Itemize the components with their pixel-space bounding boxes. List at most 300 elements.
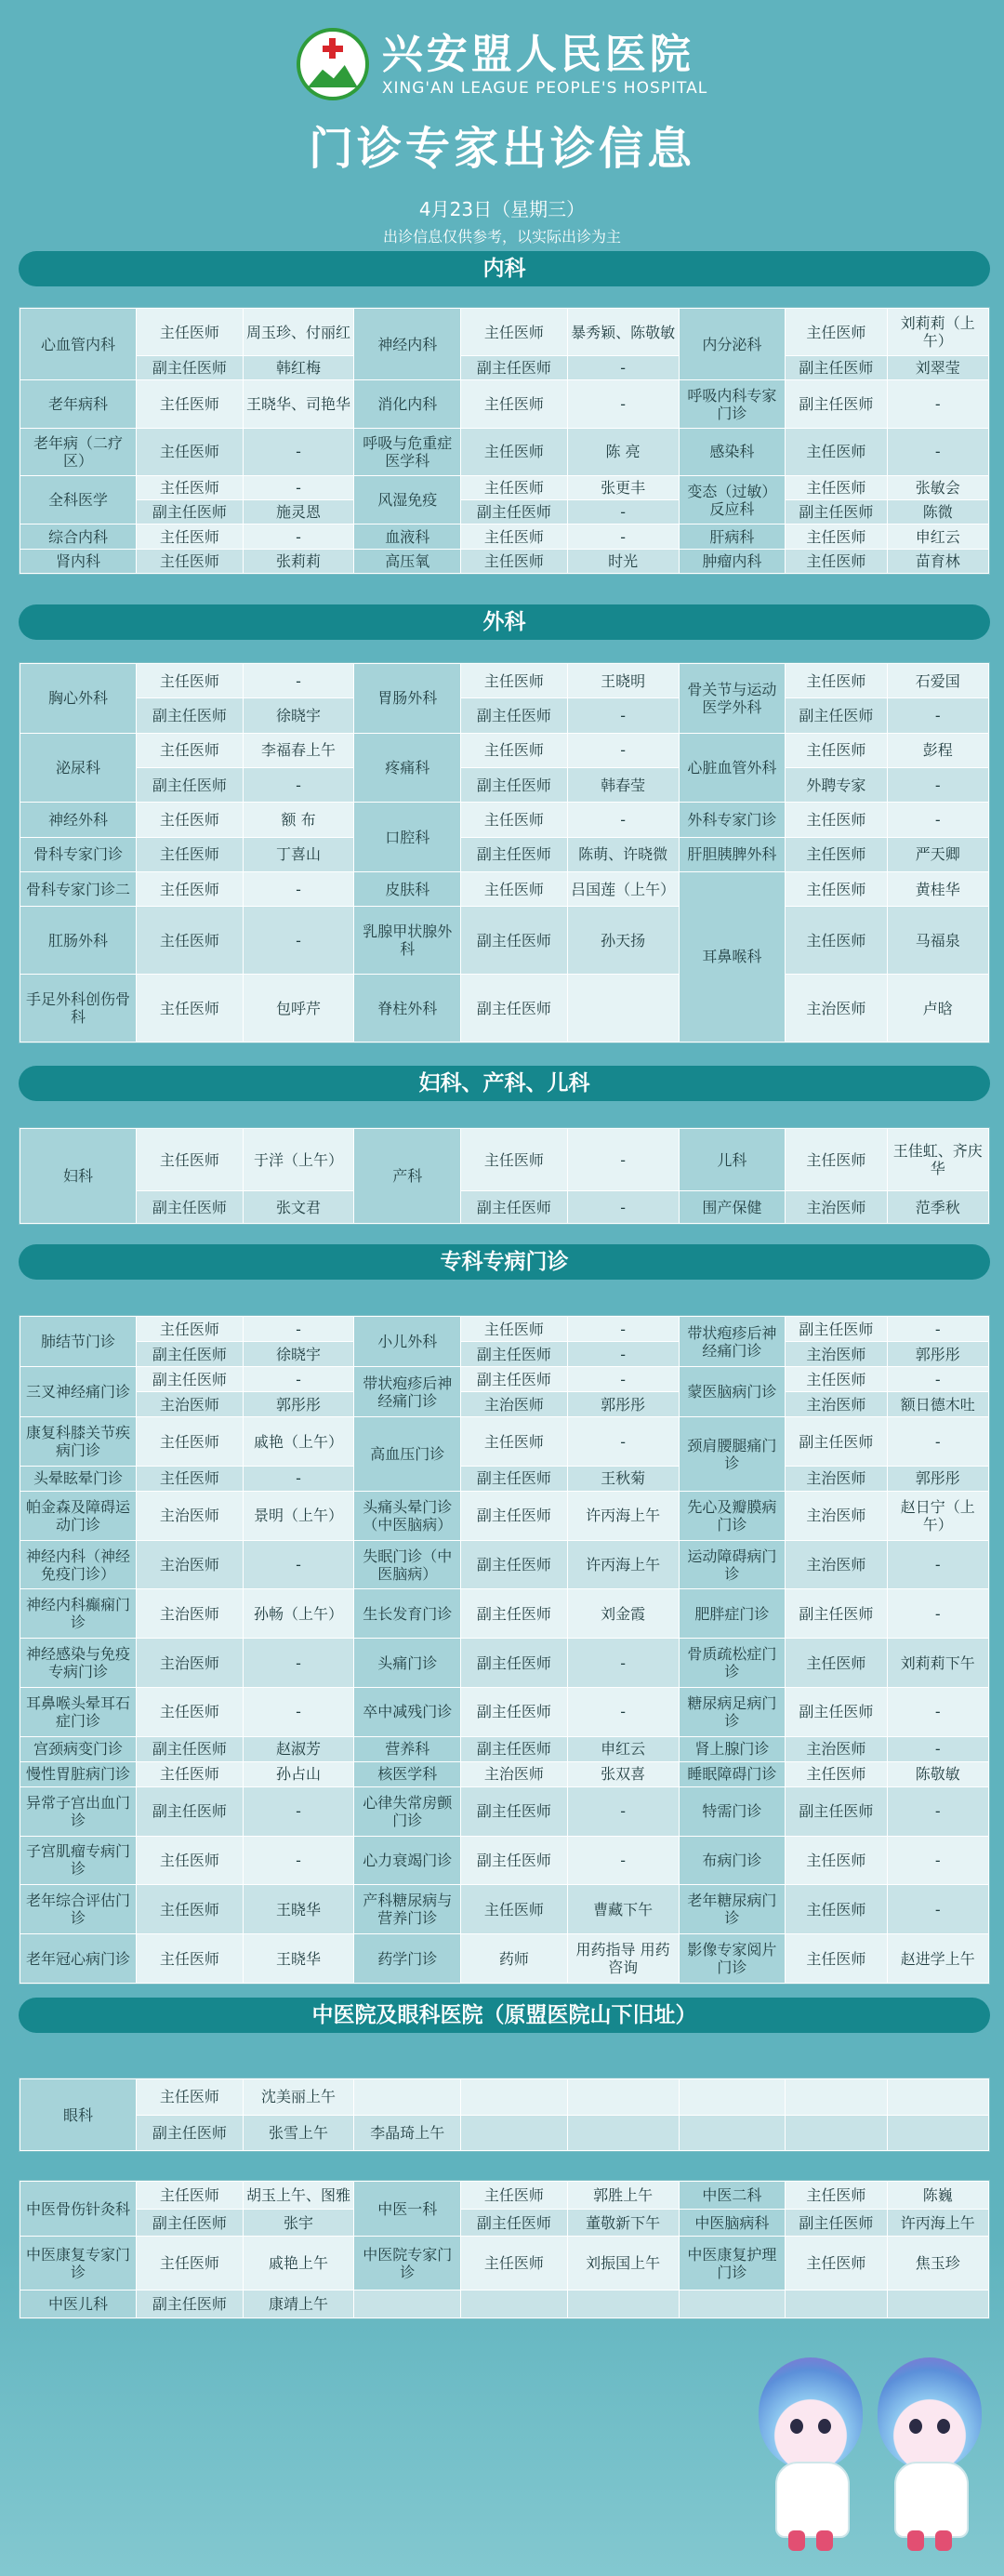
table-row — [20, 907, 989, 975]
section-tcm-eye-hospital — [19, 1998, 990, 2323]
schedule-cell: 副主任医师 — [461, 1589, 568, 1639]
table-row — [20, 2115, 989, 2151]
department-cell: 小儿外科 — [354, 1317, 461, 1367]
table-row — [20, 837, 989, 871]
table-row — [20, 1786, 989, 1836]
department-cell: 布病门诊 — [679, 1836, 786, 1885]
department-cell: 头痛头晕门诊（中医脑病） — [354, 1491, 461, 1540]
department-cell: 眼科 — [20, 2079, 137, 2151]
schedule-cell: 主任医师 — [786, 309, 887, 356]
schedule-cell: - — [887, 1736, 988, 1761]
schedule-cell: 额 布 — [243, 803, 354, 837]
table-row — [20, 524, 989, 549]
schedule-cell: 主任医师 — [786, 664, 887, 698]
department-cell: 风湿免疫 — [354, 475, 461, 524]
schedule-cell: 主任医师 — [137, 1129, 244, 1191]
schedule-cell: 副主任医师 — [786, 2209, 887, 2237]
schedule-cell: 主治医师 — [786, 1466, 887, 1491]
department-cell: 药学门诊 — [354, 1934, 461, 1984]
section-title: 中医院及眼科医院（原盟医院山下旧址） — [19, 1998, 990, 2033]
schedule-cell: - — [887, 380, 988, 428]
schedule-cell: 副主任医师 — [786, 1687, 887, 1736]
schedule-cell: 徐晓宇 — [243, 1342, 354, 1367]
schedule-cell: - — [567, 500, 679, 524]
department-cell: 皮肤科 — [354, 871, 461, 906]
schedule-cell: 主任医师 — [137, 871, 244, 906]
table-row — [20, 767, 989, 802]
schedule-cell: 张文君 — [243, 1191, 354, 1224]
table-row — [20, 1885, 989, 1934]
department-cell: 变态（过敏）反应科 — [679, 475, 786, 524]
schedule-cell: 王晓华 — [243, 1934, 354, 1984]
schedule-cell: - — [567, 380, 679, 428]
schedule-cell: 副主任医师 — [461, 907, 568, 975]
schedule-cell: 主任医师 — [461, 1129, 568, 1191]
department-cell: 中医儿科 — [20, 2291, 137, 2318]
table-row — [20, 1317, 989, 1342]
schedule-cell: 主任医师 — [786, 2237, 887, 2291]
schedule-cell: - — [243, 1317, 354, 1342]
schedule-cell: 康靖上午 — [243, 2291, 354, 2318]
schedule-cell: 副主任医师 — [461, 975, 568, 1042]
table-row — [20, 1491, 989, 1540]
schedule-cell: - — [567, 1317, 679, 1342]
schedule-cell: 主任医师 — [461, 475, 568, 499]
schedule-table — [19, 662, 990, 1043]
schedule-cell — [887, 2115, 988, 2151]
schedule-cell: 彭程 — [887, 733, 988, 767]
schedule-cell: 副主任医师 — [461, 1342, 568, 1367]
department-cell: 泌尿科 — [20, 733, 137, 803]
hospital-logo-icon — [297, 28, 369, 100]
schedule-cell: 王晓华 — [243, 1885, 354, 1934]
schedule-cell: 主治医师 — [786, 1392, 887, 1417]
department-cell: 肛肠外科 — [20, 907, 137, 975]
schedule-cell: 张敏会 — [887, 475, 988, 499]
schedule-cell — [679, 2291, 786, 2318]
department-cell: 呼吸与危重症医学科 — [354, 428, 461, 475]
schedule-cell: 用药指导 用药咨询 — [567, 1934, 679, 1984]
schedule-cell: 副主任医师 — [786, 1417, 887, 1467]
schedule-cell: - — [243, 1687, 354, 1736]
department-cell: 子宫肌瘤专病门诊 — [20, 1836, 137, 1885]
department-cell: 神经外科 — [20, 803, 137, 837]
schedule-cell: 孙天扬 — [567, 907, 679, 975]
schedule-cell: 主治医师 — [137, 1540, 244, 1589]
schedule-cell: 胡玉上午、图雅 — [243, 2182, 354, 2210]
schedule-cell: 副主任医师 — [461, 698, 568, 733]
schedule-cell: 主任医师 — [786, 2182, 887, 2210]
department-cell: 心律失常房颤门诊 — [354, 1786, 461, 1836]
schedule-cell: 外聘专家 — [786, 767, 887, 802]
schedule-cell: 主任医师 — [786, 524, 887, 549]
department-cell: 康复科膝关节疾病门诊 — [20, 1417, 137, 1467]
schedule-cell: 主任医师 — [137, 1836, 244, 1885]
schedule-cell: 副主任医师 — [461, 1687, 568, 1736]
schedule-cell: 主治医师 — [786, 975, 887, 1042]
schedule-cell: 副主任医师 — [137, 1342, 244, 1367]
schedule-cell: 主任医师 — [137, 2237, 244, 2291]
schedule-cell: 王晓华、司艳华 — [243, 380, 354, 428]
department-cell: 三叉神经痛门诊 — [20, 1367, 137, 1417]
schedule-cell: 主任医师 — [786, 1367, 887, 1392]
schedule-cell: 主任医师 — [786, 1761, 887, 1786]
schedule-cell: 副主任医师 — [137, 1736, 244, 1761]
department-cell: 中医一科 — [354, 2182, 461, 2237]
schedule-cell: 主任医师 — [137, 1417, 244, 1467]
schedule-cell: - — [243, 1367, 354, 1392]
schedule-cell: 主任医师 — [137, 837, 244, 871]
schedule-cell: 张双喜 — [567, 1761, 679, 1786]
department-cell: 影像专家阅片门诊 — [679, 1934, 786, 1984]
department-cell: 肿瘤内科 — [679, 549, 786, 573]
schedule-cell: 主治医师 — [137, 1491, 244, 1540]
schedule-cell: - — [887, 1885, 988, 1934]
schedule-cell: 暴秀颖、陈敬敏 — [567, 309, 679, 356]
schedule-cell: 主任医师 — [461, 1317, 568, 1342]
department-cell: 围产保健 — [679, 1191, 786, 1224]
table-row — [20, 1129, 989, 1191]
department-cell: 骨关节与运动医学外科 — [679, 664, 786, 734]
schedule-cell: 副主任医师 — [786, 1589, 887, 1639]
schedule-cell: 主任医师 — [137, 1466, 244, 1491]
department-cell: 心血管内科 — [20, 309, 137, 380]
schedule-cell: 韩红梅 — [243, 356, 354, 380]
department-cell: 宫颈病变门诊 — [20, 1736, 137, 1761]
schedule-cell: 吕国莲（上午） — [567, 871, 679, 906]
schedule-cell: 主治医师 — [137, 1392, 244, 1417]
schedule-cell: 主任医师 — [786, 803, 887, 837]
department-cell: 心力衰竭门诊 — [354, 1836, 461, 1885]
schedule-cell: 副主任医师 — [461, 1836, 568, 1885]
schedule-cell: 主任医师 — [137, 1687, 244, 1736]
department-cell: 儿科 — [679, 1129, 786, 1191]
department-cell: 帕金森及障碍运动门诊 — [20, 1491, 137, 1540]
department-cell: 神经内科 — [354, 309, 461, 380]
department-cell: 老年病（二疗区） — [20, 428, 137, 475]
section-title: 专科专病门诊 — [19, 1244, 990, 1280]
department-cell: 运动障碍病门诊 — [679, 1540, 786, 1589]
schedule-cell — [567, 2079, 679, 2116]
schedule-cell: 主治医师 — [137, 1589, 244, 1639]
schedule-cell: 主任医师 — [137, 907, 244, 975]
schedule-cell: 郭彤彤 — [243, 1392, 354, 1417]
department-cell: 异常子宫出血门诊 — [20, 1786, 137, 1836]
schedule-cell: - — [567, 1417, 679, 1467]
schedule-cell: 申红云 — [887, 524, 988, 549]
schedule-cell — [567, 2115, 679, 2151]
schedule-cell — [679, 2115, 786, 2151]
schedule-cell: 主任医师 — [786, 1129, 887, 1191]
table-row — [20, 356, 989, 380]
mascot-left — [755, 2357, 866, 2553]
schedule-cell: - — [887, 698, 988, 733]
schedule-cell: 副主任医师 — [461, 1491, 568, 1540]
schedule-cell: - — [243, 1836, 354, 1885]
department-cell: 神经内科（神经免疫门诊） — [20, 1540, 137, 1589]
schedule-cell: 主任医师 — [786, 428, 887, 475]
schedule-cell: 药师 — [461, 1934, 568, 1984]
department-cell: 骨科专家门诊 — [20, 837, 137, 871]
schedule-cell — [679, 2079, 786, 2116]
department-cell: 呼吸内科专家门诊 — [679, 380, 786, 428]
department-cell: 高血压门诊 — [354, 1417, 461, 1492]
schedule-cell: 张莉莉 — [243, 549, 354, 573]
schedule-cell: 副主任医师 — [137, 1367, 244, 1392]
schedule-cell: 刘翠莹 — [887, 356, 988, 380]
table-row — [20, 1761, 989, 1786]
department-cell: 神经内科癫痫门诊 — [20, 1589, 137, 1639]
schedule-cell: 主治医师 — [461, 1392, 568, 1417]
table-row — [20, 309, 989, 356]
schedule-cell: 主任医师 — [461, 803, 568, 837]
section-specialty-clinics — [19, 1244, 990, 1988]
schedule-cell — [786, 2291, 887, 2318]
schedule-cell: 副主任医师 — [461, 1367, 568, 1392]
table-row — [20, 1342, 989, 1367]
department-cell: 骨质疏松症门诊 — [679, 1639, 786, 1688]
schedule-cell: 郭彤彤 — [887, 1342, 988, 1367]
department-cell: 肝病科 — [679, 524, 786, 549]
schedule-cell: - — [567, 698, 679, 733]
schedule-cell: - — [243, 907, 354, 975]
schedule-cell: 主任医师 — [137, 1761, 244, 1786]
schedule-cell — [461, 2291, 568, 2318]
department-cell: 中医康复护理门诊 — [679, 2237, 786, 2291]
schedule-cell: 副主任医师 — [786, 500, 887, 524]
schedule-cell — [786, 2079, 887, 2116]
department-cell: 内分泌科 — [679, 309, 786, 380]
schedule-cell: - — [567, 1129, 679, 1191]
department-cell: 耳鼻喉头晕耳石症门诊 — [20, 1687, 137, 1736]
schedule-cell: 时光 — [567, 549, 679, 573]
schedule-cell: - — [243, 1639, 354, 1688]
schedule-cell: 副主任医师 — [786, 698, 887, 733]
schedule-cell: - — [887, 1540, 988, 1589]
section-surgery — [19, 604, 990, 1046]
schedule-cell: 副主任医师 — [137, 2209, 244, 2237]
table-row — [20, 2209, 989, 2237]
department-cell: 老年冠心病门诊 — [20, 1934, 137, 1984]
schedule-cell: 董敬新下午 — [567, 2209, 679, 2237]
schedule-cell: 主任医师 — [461, 1417, 568, 1467]
schedule-cell: - — [567, 524, 679, 549]
hospital-name-en: XING'AN LEAGUE PEOPLE'S HOSPITAL — [381, 79, 708, 98]
schedule-cell: - — [567, 356, 679, 380]
department-cell: 中医骨伤针灸科 — [20, 2182, 137, 2237]
schedule-cell — [567, 2291, 679, 2318]
schedule-cell: 戚艳上午 — [243, 2237, 354, 2291]
table-row — [20, 428, 989, 475]
schedule-cell: - — [243, 664, 354, 698]
section-title: 妇科、产科、儿科 — [19, 1066, 990, 1101]
schedule-cell: 范季秋 — [887, 1191, 988, 1224]
department-cell: 特需门诊 — [679, 1786, 786, 1836]
department-cell: 老年糖尿病门诊 — [679, 1885, 786, 1934]
schedule-cell: - — [243, 524, 354, 549]
schedule-cell: 王佳虹、齐庆华 — [887, 1129, 988, 1191]
department-cell: 头痛门诊 — [354, 1639, 461, 1688]
table-row — [20, 1589, 989, 1639]
schedule-cell: 沈美丽上午 — [243, 2079, 354, 2116]
table-row — [20, 733, 989, 767]
schedule-cell: 张更丰 — [567, 475, 679, 499]
schedule-cell: 施灵恩 — [243, 500, 354, 524]
schedule-cell: 副主任医师 — [137, 767, 244, 802]
department-cell: 失眠门诊（中医脑病） — [354, 1540, 461, 1589]
schedule-table — [19, 1315, 990, 1985]
schedule-cell: 副主任医师 — [461, 1736, 568, 1761]
schedule-cell: - — [567, 1342, 679, 1367]
schedule-cell: - — [887, 1786, 988, 1836]
table-row — [20, 549, 989, 573]
schedule-cell: 副主任医师 — [461, 1191, 568, 1224]
schedule-cell: 主任医师 — [786, 733, 887, 767]
schedule-notice: 出诊信息仅供参考，以实际出诊为主 — [382, 228, 621, 246]
table-row — [20, 1367, 989, 1392]
department-cell: 中医院专家门诊 — [354, 2237, 461, 2291]
schedule-cell: 主任医师 — [461, 428, 568, 475]
schedule-cell: 主任医师 — [137, 524, 244, 549]
schedule-cell: 主治医师 — [786, 1736, 887, 1761]
schedule-cell: 郭胜上午 — [567, 2182, 679, 2210]
schedule-cell: 刘金霞 — [567, 1589, 679, 1639]
department-cell: 全科医学 — [20, 475, 137, 524]
schedule-cell: 主任医师 — [461, 871, 568, 906]
schedule-cell: 许丙海上午 — [567, 1491, 679, 1540]
schedule-cell: 刘莉莉下午 — [887, 1639, 988, 1688]
schedule-cell: - — [887, 1367, 988, 1392]
schedule-cell: - — [567, 1836, 679, 1885]
table-row — [20, 1466, 989, 1491]
department-cell: 高压氧 — [354, 549, 461, 573]
schedule-cell: 副主任医师 — [137, 356, 244, 380]
table-row — [20, 664, 989, 698]
schedule-cell: 张宇 — [243, 2209, 354, 2237]
schedule-cell: 陈 亮 — [567, 428, 679, 475]
schedule-cell: 副主任医师 — [137, 1191, 244, 1224]
hospital-name: 兴安盟人民医院 — [381, 31, 694, 78]
schedule-cell: 主任医师 — [786, 871, 887, 906]
schedule-cell: 副主任医师 — [786, 356, 887, 380]
schedule-cell: 陈敬敏 — [887, 1761, 988, 1786]
schedule-cell: 韩春莹 — [567, 767, 679, 802]
schedule-cell: - — [567, 1687, 679, 1736]
schedule-cell: - — [243, 871, 354, 906]
schedule-cell: 副主任医师 — [461, 1639, 568, 1688]
department-cell: 疼痛科 — [354, 733, 461, 803]
schedule-cell: 主任医师 — [137, 975, 244, 1042]
schedule-cell: 主任医师 — [137, 733, 244, 767]
schedule-cell: 副主任医师 — [137, 698, 244, 733]
schedule-cell: 主任医师 — [786, 1885, 887, 1934]
department-cell: 蒙医脑病门诊 — [679, 1367, 786, 1417]
schedule-cell: - — [567, 1639, 679, 1688]
section-obgyn-pediatrics — [19, 1066, 990, 1228]
table-row — [20, 1836, 989, 1885]
table-row — [20, 1934, 989, 1984]
eye-schedule-table — [19, 2078, 990, 2152]
department-cell: 乳腺甲状腺外科 — [354, 907, 461, 975]
section-internal-medicine — [19, 251, 990, 577]
table-row — [20, 698, 989, 733]
schedule-cell: 孙畅（上午） — [243, 1589, 354, 1639]
schedule-cell: - — [887, 1836, 988, 1885]
schedule-cell: 陈微 — [887, 500, 988, 524]
department-cell: 肾内科 — [20, 549, 137, 573]
schedule-cell — [354, 2079, 461, 2116]
table-row — [20, 2079, 989, 2116]
schedule-cell: 石爱国 — [887, 664, 988, 698]
schedule-cell: 刘振国上午 — [567, 2237, 679, 2291]
schedule-cell: 申红云 — [567, 1736, 679, 1761]
department-cell: 肾上腺门诊 — [679, 1736, 786, 1761]
schedule-cell: 王晓明 — [567, 664, 679, 698]
mascot-right — [874, 2357, 985, 2553]
schedule-cell: 李晶琦上午 — [354, 2115, 461, 2151]
section-title: 外科 — [19, 604, 990, 640]
table-row — [20, 1191, 989, 1224]
schedule-table — [19, 307, 990, 575]
schedule-cell: 卢晗 — [887, 975, 988, 1042]
schedule-cell: 孙占山 — [243, 1761, 354, 1786]
schedule-cell: - — [567, 1367, 679, 1392]
table-row — [20, 475, 989, 499]
table-row — [20, 1417, 989, 1467]
schedule-cell: - — [567, 733, 679, 767]
department-cell: 先心及瓣膜病门诊 — [679, 1491, 786, 1540]
table-row — [20, 1540, 989, 1589]
schedule-cell: 主治医师 — [461, 1761, 568, 1786]
schedule-cell: - — [887, 767, 988, 802]
department-cell: 耳鼻喉科 — [679, 871, 786, 1042]
schedule-cell: 张雪上午 — [243, 2115, 354, 2151]
department-cell: 糖尿病足病门诊 — [679, 1687, 786, 1736]
schedule-cell: 主任医师 — [137, 549, 244, 573]
schedule-cell: - — [243, 767, 354, 802]
department-cell: 颈肩腰腿痛门诊 — [679, 1417, 786, 1492]
schedule-cell — [461, 2079, 568, 2116]
schedule-cell: - — [567, 1191, 679, 1224]
department-cell: 手足外科创伤骨科 — [20, 975, 137, 1042]
schedule-cell: 主任医师 — [461, 309, 568, 356]
department-cell: 妇科 — [20, 1129, 137, 1224]
schedule-cell: 陈萌、许晓微 — [567, 837, 679, 871]
department-cell: 老年病科 — [20, 380, 137, 428]
schedule-cell: 主治医师 — [786, 1540, 887, 1589]
department-cell: 带状疱疹后神经痛门诊 — [354, 1367, 461, 1417]
schedule-cell: 许丙海上午 — [887, 2209, 988, 2237]
schedule-cell: 主任医师 — [137, 664, 244, 698]
schedule-cell: 主任医师 — [461, 380, 568, 428]
department-cell: 慢性胃脏病门诊 — [20, 1761, 137, 1786]
schedule-cell: 副主任医师 — [461, 837, 568, 871]
schedule-cell: 主任医师 — [786, 1934, 887, 1984]
department-cell: 肝胆胰脾外科 — [679, 837, 786, 871]
department-cell: 肺结节门诊 — [20, 1317, 137, 1367]
schedule-cell: 王秋菊 — [567, 1466, 679, 1491]
schedule-cell: 副主任医师 — [137, 1786, 244, 1836]
table-row — [20, 871, 989, 906]
schedule-cell: 徐晓宇 — [243, 698, 354, 733]
schedule-cell: - — [243, 1540, 354, 1589]
schedule-cell: 郭彤彤 — [567, 1392, 679, 1417]
table-row — [20, 500, 989, 524]
schedule-cell: 景明（上午） — [243, 1491, 354, 1540]
schedule-cell — [461, 2115, 568, 2151]
schedule-cell: 主任医师 — [461, 1885, 568, 1934]
department-cell: 骨科专家门诊二 — [20, 871, 137, 906]
